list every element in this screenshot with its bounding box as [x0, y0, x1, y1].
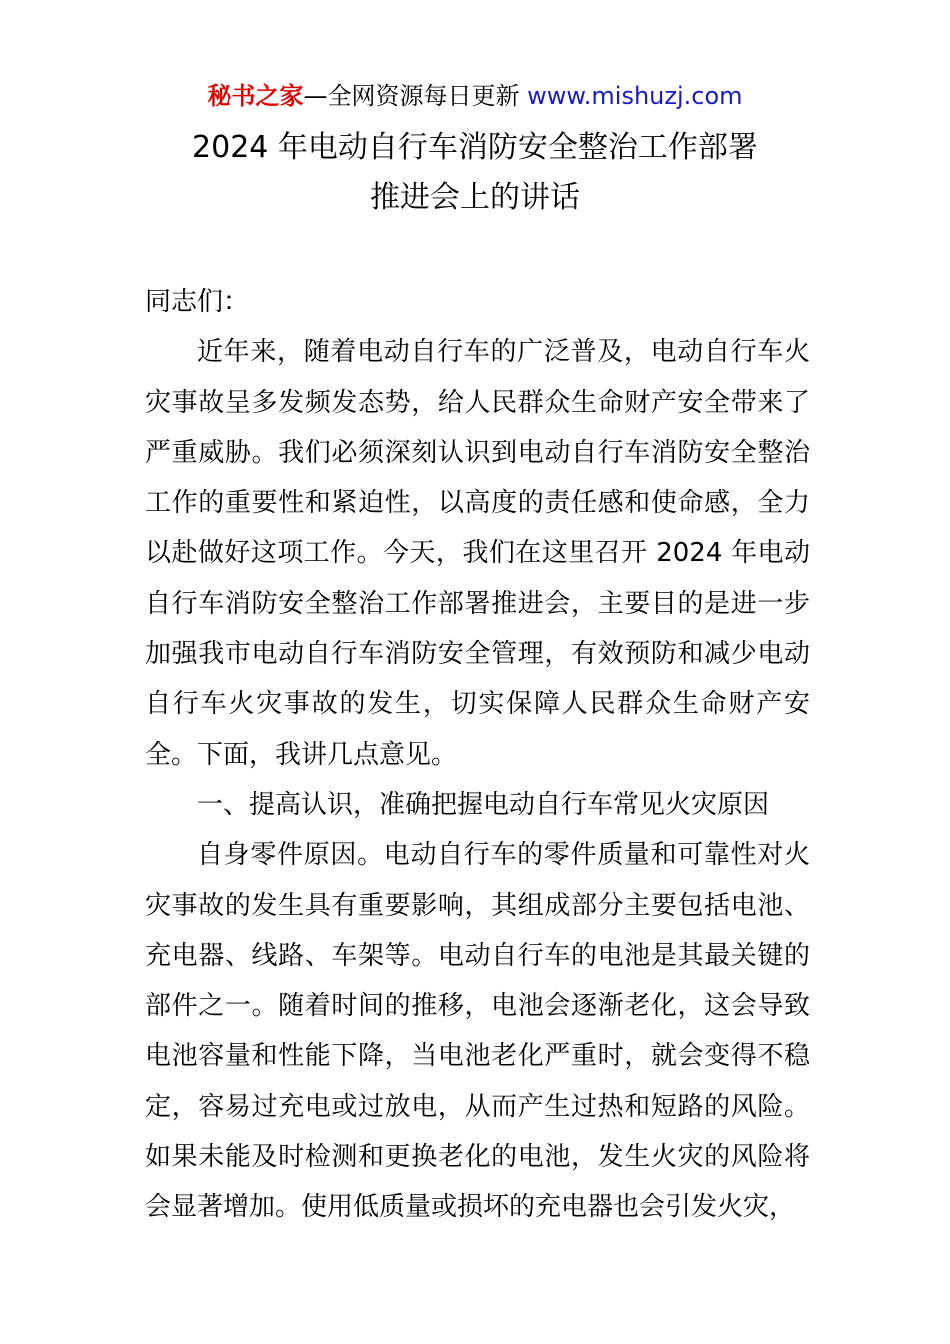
- site-url-link[interactable]: www.mishuzj.com: [527, 82, 743, 110]
- brand-name: 秘书之家: [207, 82, 304, 110]
- document-title-line-1: 2024 年电动自行车消防安全整治工作部署: [192, 130, 758, 165]
- section-heading: 一、提高认识，准确把握电动自行车常见火灾原因: [197, 789, 770, 820]
- paragraph-parts-cause: 自身零件原因。电动自行车的零件质量和可靠性对火灾事故的发生具有重要影响，其组成部分主要包括电池、充电器、线路、车架等。电动自行车的电池是其最关键的部件之一。随着时间的推移，电池会逐渐老化，这会导致电池容量和性能下降，当电池老化严重时，就会变得不稳定，容易过充电或过放电，从而产生过热和短路的风险。如果未能及时检测和更换老化的电池，发生火灾的风险将会显著增加。使用低质量或损坏的充电器也会引发火灾，: [145, 840, 810, 1223]
- paragraph-intro: 近年来，随着电动自行车的广泛普及，电动自行车火灾事故呈多发频发态势，给人民群众生命财产安全带来了严重威胁。我们必须深刻认识到电动自行车消防安全整治工作的重要性和紧迫性，以高度的责任感和使命感，全力以赴做好这项工作。今天，我们在这里召开 2024 年电动自行车消防安全整治工作部署推进会，主要目的是进一步加强我市电动自行车消防安全管理，有效预防和减少电动自行车火灾事故的发生，切实保障人民群众生命财产安全。下面，我讲几点意见。: [145, 337, 810, 770]
- document-title-line-2: 推进会上的讲话: [370, 180, 580, 215]
- site-header: [0, 80, 950, 112]
- salutation: 同志们：: [145, 287, 250, 317]
- document-body: [145, 277, 810, 1233]
- header-slogan: —全网资源每日更新: [303, 82, 520, 110]
